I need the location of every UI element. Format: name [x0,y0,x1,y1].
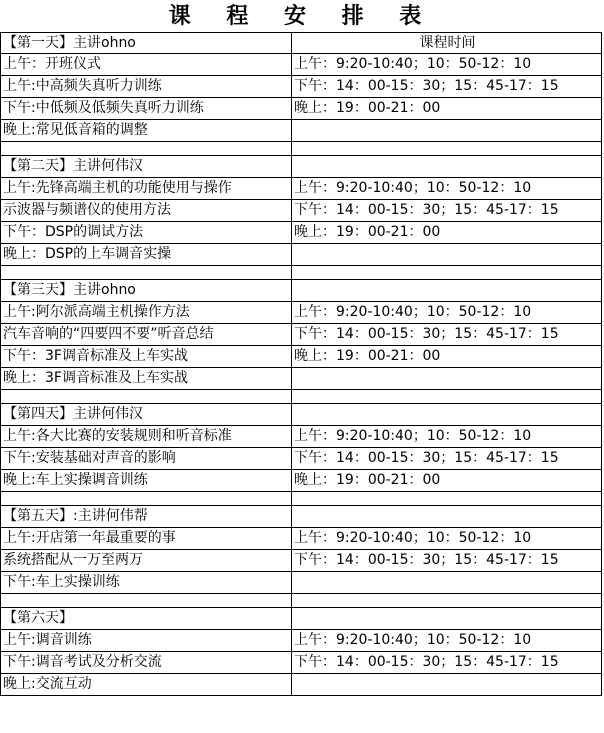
session-cell: 上午:调音训练 [1,630,292,651]
spacer-cell [1,266,292,279]
table-row [0,200,602,222]
time-cell [292,608,601,629]
time-cell: 晚上：19：00-21：00 [294,100,441,116]
table-row [0,302,602,324]
spacer-cell [292,390,601,403]
time-cell: 下午：14：00-15：30；15：45-17：15 [294,552,559,568]
session-cell: 上午:开店第一年最重要的事 [1,528,292,549]
session-cell: 下午:调音考试及分析交流 [1,652,292,673]
table-row [0,178,602,200]
spacer-cell [1,390,292,403]
time-cell: 下午：14：00-15：30；15：45-17：15 [294,450,559,466]
spacer-row [0,266,602,280]
time-cell [292,572,601,593]
table-row [0,54,602,76]
time-cell: 下午：14：00-15：30；15：45-17：15 [294,202,559,218]
time-cell [292,506,601,527]
time-cell: 晚上：19：00-21：00 [294,472,441,488]
session-cell: 上午:先锋高端主机的功能使用与操作 [1,178,292,199]
time-cell: 上午：9:20-10:40；10：50-12：10 [294,530,532,546]
time-cell [292,120,601,141]
session-cell: 系统搭配从一万至两万 [1,550,292,571]
spacer-cell [1,492,292,505]
table-row [0,674,602,696]
session-cell: 晚上：DSP的上车调音实操 [1,244,292,265]
page-title: 课 程 安 排 表 [168,3,436,29]
table-row [0,426,602,448]
table-row [0,630,602,652]
spacer-cell [292,142,601,155]
day-6-heading: 【第六天】 [1,608,292,629]
spacer-cell [292,594,601,607]
table-row [0,98,602,120]
session-cell: 上午：开班仪式 [1,54,292,75]
session-cell: 上午:中高频失真听力训练 [1,76,292,97]
day-heading-row [0,404,602,426]
spacer-row [0,390,602,404]
day-3-heading: 【第三天】主讲ohno [1,280,292,301]
day-5-heading: 【第五天】:主讲何伟帮 [1,506,292,527]
day-heading-row [0,280,602,302]
table-header-row [0,32,602,54]
table-row [0,550,602,572]
time-cell: 上午：9:20-10:40；10：50-12：10 [294,428,532,444]
session-cell: 晚上：3F调音标准及上车实战 [1,368,292,389]
time-cell: 上午：9:20-10:40；10：50-12：10 [294,56,532,72]
session-cell: 下午:车上实操训练 [1,572,292,593]
session-cell: 下午：DSP的调试方法 [1,222,292,243]
spacer-row [0,594,602,608]
day-heading-row [0,608,602,630]
time-cell [292,156,601,177]
table-row [0,368,602,390]
session-cell: 下午:中低频及低频失真听力训练 [1,98,292,119]
table-row [0,222,602,244]
table-row [0,652,602,674]
time-cell [292,280,601,301]
spacer-cell [1,594,292,607]
table-row [0,448,602,470]
time-cell: 上午：9:20-10:40；10：50-12：10 [294,632,532,648]
time-cell [292,244,601,265]
table-row [0,120,602,142]
session-cell: 示波器与频谱仪的使用方法 [1,200,292,221]
time-cell: 上午：9:20-10:40；10：50-12：10 [294,304,532,320]
time-cell: 下午：14：00-15：30；15：45-17：15 [294,654,559,670]
spacer-cell [292,266,601,279]
spacer-row [0,492,602,506]
day-4-heading: 【第四天】主讲何伟汉 [1,404,292,425]
session-cell: 下午：3F调音标准及上车实战 [1,346,292,367]
session-cell: 上午:阿尔派高端主机操作方法 [1,302,292,323]
time-cell [292,368,601,389]
day-1-heading: 【第一天】主讲ohno [1,33,292,53]
spacer-cell [1,142,292,155]
column-header-time: 课程时间 [419,35,476,51]
table-row [0,244,602,266]
table-row [0,346,602,368]
table-row [0,572,602,594]
spacer-cell [292,492,601,505]
session-cell: 下午:安装基础对声音的影响 [1,448,292,469]
session-cell: 晚上:车上实操调音训练 [1,470,292,491]
day-heading-row [0,156,602,178]
session-cell: 晚上:常见低音箱的调整 [1,120,292,141]
session-cell: 上午:各大比赛的安装规则和听音标准 [1,426,292,447]
session-cell: 汽车音响的“四要四不要”听音总结 [1,324,292,345]
time-cell: 晚上：19：00-21：00 [294,224,441,240]
table-row [0,324,602,346]
time-cell: 晚上：19：00-21：00 [294,348,441,364]
table-row [0,528,602,550]
time-cell [292,404,601,425]
table-row [0,470,602,492]
time-cell: 下午：14：00-15：30；15：45-17：15 [294,326,559,342]
session-cell: 晚上:交流互动 [1,674,292,695]
spacer-row [0,142,602,156]
time-cell [292,674,601,695]
schedule-table [0,32,602,696]
day-heading-row [0,506,602,528]
table-row [0,76,602,98]
time-cell: 下午：14：00-15：30；15：45-17：15 [294,78,559,94]
day-2-heading: 【第二天】主讲何伟汉 [1,156,292,177]
time-cell: 上午：9:20-10:40；10：50-12：10 [294,180,532,196]
